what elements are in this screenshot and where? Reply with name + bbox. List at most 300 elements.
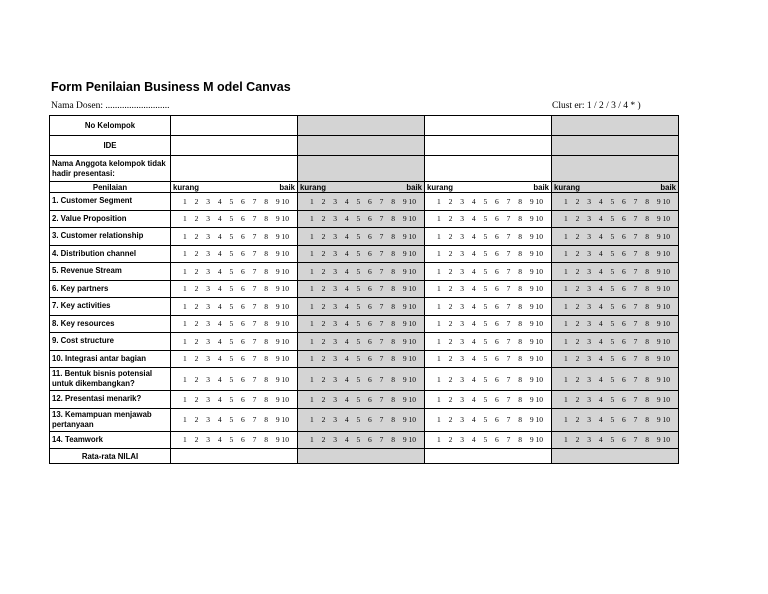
score-option[interactable]: 5 <box>483 231 488 241</box>
score-cell[interactable] <box>552 280 679 298</box>
score-option[interactable]: 7 <box>252 231 257 241</box>
score-option[interactable]: 6 <box>241 374 245 384</box>
score-option[interactable]: 2 <box>321 415 326 424</box>
score-option[interactable]: 9 10 <box>275 266 289 276</box>
score-option[interactable]: 9 10 <box>402 249 416 259</box>
score-option[interactable]: 4 <box>598 249 603 259</box>
score-option[interactable]: 1 <box>310 196 314 206</box>
score-option[interactable]: 1 <box>437 249 441 259</box>
score-option[interactable]: 1 <box>310 231 314 241</box>
score-option[interactable]: 2 <box>448 249 453 259</box>
score-cell[interactable] <box>552 431 679 449</box>
score-option[interactable]: 4 <box>598 284 603 294</box>
score-cell[interactable] <box>552 298 679 316</box>
score-option[interactable]: 4 <box>471 266 476 276</box>
score-option[interactable]: 9 10 <box>656 249 670 259</box>
score-option[interactable]: 5 <box>229 301 234 311</box>
score-option[interactable]: 2 <box>575 301 580 311</box>
score-option[interactable]: 6 <box>368 415 372 424</box>
score-option[interactable]: 2 <box>448 231 453 241</box>
score-option[interactable]: 6 <box>622 415 626 424</box>
score-option[interactable]: 7 <box>252 336 257 346</box>
score-option[interactable]: 2 <box>321 266 326 276</box>
score-option[interactable]: 3 <box>333 354 337 364</box>
score-option[interactable]: 4 <box>217 284 222 294</box>
score-option[interactable]: 1 <box>564 354 568 364</box>
score-option[interactable]: 6 <box>241 394 245 404</box>
score-option[interactable]: 8 <box>645 301 650 311</box>
score-cell[interactable] <box>171 408 298 431</box>
score-option[interactable]: 8 <box>391 354 396 364</box>
score-option[interactable]: 5 <box>356 214 361 224</box>
score-option[interactable]: 9 10 <box>529 231 543 241</box>
score-option[interactable]: 2 <box>194 249 199 259</box>
score-cell[interactable] <box>552 408 679 431</box>
score-option[interactable]: 8 <box>645 435 650 445</box>
score-cell[interactable] <box>425 315 552 333</box>
score-option[interactable]: 4 <box>471 354 476 364</box>
score-option[interactable]: 1 <box>310 336 314 346</box>
score-option[interactable]: 6 <box>622 354 626 364</box>
score-option[interactable]: 6 <box>241 319 245 329</box>
score-option[interactable]: 3 <box>460 284 464 294</box>
score-option[interactable]: 4 <box>344 435 349 445</box>
score-option[interactable]: 1 <box>183 394 187 404</box>
score-option[interactable]: 5 <box>229 284 234 294</box>
score-option[interactable]: 5 <box>356 231 361 241</box>
score-option[interactable]: 2 <box>575 196 580 206</box>
score-option[interactable]: 9 10 <box>656 196 670 206</box>
score-option[interactable]: 4 <box>471 301 476 311</box>
score-option[interactable]: 1 <box>437 284 441 294</box>
score-cell[interactable] <box>552 391 679 409</box>
score-option[interactable]: 8 <box>645 214 650 224</box>
score-option[interactable]: 4 <box>344 231 349 241</box>
score-option[interactable]: 1 <box>183 266 187 276</box>
score-option[interactable]: 8 <box>391 336 396 346</box>
score-option[interactable]: 7 <box>633 249 638 259</box>
score-option[interactable]: 7 <box>379 284 384 294</box>
score-option[interactable]: 5 <box>610 415 615 424</box>
score-option[interactable]: 5 <box>483 196 488 206</box>
score-option[interactable]: 5 <box>610 336 615 346</box>
score-option[interactable]: 6 <box>241 354 245 364</box>
score-option[interactable]: 3 <box>460 354 464 364</box>
score-option[interactable]: 5 <box>229 336 234 346</box>
score-option[interactable]: 8 <box>264 319 269 329</box>
score-option[interactable]: 6 <box>368 435 372 445</box>
score-cell[interactable] <box>552 368 679 391</box>
score-option[interactable]: 8 <box>264 374 269 384</box>
score-cell[interactable] <box>298 315 425 333</box>
score-option[interactable]: 3 <box>333 374 337 384</box>
score-option[interactable]: 4 <box>217 214 222 224</box>
score-option[interactable]: 7 <box>633 214 638 224</box>
score-option[interactable]: 2 <box>575 374 580 384</box>
score-option[interactable]: 3 <box>587 231 591 241</box>
score-option[interactable]: 4 <box>471 249 476 259</box>
score-option[interactable]: 3 <box>333 301 337 311</box>
score-option[interactable]: 1 <box>437 196 441 206</box>
score-option[interactable]: 4 <box>598 336 603 346</box>
score-option[interactable]: 3 <box>587 196 591 206</box>
score-cell[interactable] <box>298 333 425 351</box>
score-option[interactable]: 2 <box>194 374 199 384</box>
average-cell[interactable] <box>171 449 298 464</box>
score-option[interactable]: 4 <box>598 301 603 311</box>
score-option[interactable]: 8 <box>518 394 523 404</box>
score-option[interactable]: 6 <box>495 284 499 294</box>
score-option[interactable]: 2 <box>194 336 199 346</box>
score-option[interactable]: 1 <box>310 435 314 445</box>
score-option[interactable]: 1 <box>183 374 187 384</box>
score-option[interactable]: 3 <box>333 415 337 424</box>
score-cell[interactable] <box>425 431 552 449</box>
score-option[interactable]: 7 <box>379 394 384 404</box>
score-option[interactable]: 4 <box>598 231 603 241</box>
score-option[interactable]: 4 <box>217 196 222 206</box>
score-option[interactable]: 7 <box>252 354 257 364</box>
score-option[interactable]: 1 <box>564 374 568 384</box>
score-option[interactable]: 8 <box>645 266 650 276</box>
score-option[interactable]: 6 <box>241 249 245 259</box>
score-option[interactable]: 1 <box>183 336 187 346</box>
score-option[interactable]: 6 <box>241 266 245 276</box>
score-option[interactable]: 2 <box>448 319 453 329</box>
score-option[interactable]: 5 <box>356 284 361 294</box>
score-option[interactable]: 1 <box>310 354 314 364</box>
score-option[interactable]: 2 <box>194 354 199 364</box>
score-cell[interactable] <box>425 193 552 211</box>
score-option[interactable]: 6 <box>368 266 372 276</box>
score-option[interactable]: 9 10 <box>656 266 670 276</box>
score-cell[interactable] <box>552 350 679 368</box>
score-option[interactable]: 3 <box>333 319 337 329</box>
score-option[interactable]: 4 <box>598 196 603 206</box>
score-option[interactable]: 5 <box>229 266 234 276</box>
score-option[interactable]: 5 <box>356 266 361 276</box>
score-option[interactable]: 8 <box>264 266 269 276</box>
score-option[interactable]: 5 <box>229 249 234 259</box>
score-option[interactable]: 4 <box>217 301 222 311</box>
score-option[interactable]: 1 <box>564 231 568 241</box>
score-cell[interactable] <box>552 245 679 263</box>
group-input-cell[interactable] <box>298 136 425 156</box>
score-option[interactable]: 2 <box>448 336 453 346</box>
score-option[interactable]: 7 <box>506 336 511 346</box>
score-option[interactable]: 5 <box>610 196 615 206</box>
score-option[interactable]: 8 <box>518 301 523 311</box>
score-option[interactable]: 3 <box>333 249 337 259</box>
score-option[interactable]: 6 <box>368 319 372 329</box>
group-input-cell[interactable] <box>552 156 679 182</box>
score-option[interactable]: 4 <box>217 266 222 276</box>
score-option[interactable]: 7 <box>633 266 638 276</box>
score-option[interactable]: 7 <box>379 374 384 384</box>
score-option[interactable]: 1 <box>564 266 568 276</box>
score-option[interactable]: 9 10 <box>402 336 416 346</box>
score-option[interactable]: 3 <box>206 214 210 224</box>
score-option[interactable]: 4 <box>598 415 603 424</box>
score-option[interactable]: 8 <box>264 394 269 404</box>
score-cell[interactable] <box>298 431 425 449</box>
score-option[interactable]: 9 10 <box>656 394 670 404</box>
score-option[interactable]: 9 10 <box>529 354 543 364</box>
group-input-cell[interactable] <box>425 156 552 182</box>
score-option[interactable]: 3 <box>333 266 337 276</box>
score-option[interactable]: 7 <box>252 266 257 276</box>
score-option[interactable]: 1 <box>564 319 568 329</box>
score-option[interactable]: 6 <box>241 214 245 224</box>
score-option[interactable]: 8 <box>391 284 396 294</box>
score-option[interactable]: 4 <box>598 319 603 329</box>
score-option[interactable]: 6 <box>368 374 372 384</box>
score-option[interactable]: 9 10 <box>275 249 289 259</box>
score-option[interactable]: 6 <box>495 196 499 206</box>
score-option[interactable]: 9 10 <box>275 435 289 445</box>
group-input-cell[interactable] <box>425 116 552 136</box>
score-option[interactable]: 1 <box>437 374 441 384</box>
score-option[interactable]: 2 <box>448 415 453 424</box>
score-option[interactable]: 5 <box>483 284 488 294</box>
average-cell[interactable] <box>425 449 552 464</box>
score-option[interactable]: 1 <box>564 435 568 445</box>
score-option[interactable]: 6 <box>622 394 626 404</box>
score-option[interactable]: 7 <box>379 415 384 424</box>
score-option[interactable]: 8 <box>645 374 650 384</box>
score-option[interactable]: 3 <box>206 354 210 364</box>
score-option[interactable]: 2 <box>575 284 580 294</box>
score-option[interactable]: 6 <box>622 374 626 384</box>
score-option[interactable]: 9 10 <box>402 196 416 206</box>
group-input-cell[interactable] <box>298 116 425 136</box>
score-option[interactable]: 7 <box>506 394 511 404</box>
score-cell[interactable] <box>298 368 425 391</box>
score-option[interactable]: 5 <box>483 435 488 445</box>
score-cell[interactable] <box>552 333 679 351</box>
score-option[interactable]: 3 <box>460 435 464 445</box>
score-cell[interactable] <box>298 408 425 431</box>
score-option[interactable]: 9 10 <box>529 415 543 424</box>
score-cell[interactable] <box>298 263 425 281</box>
score-option[interactable]: 5 <box>610 231 615 241</box>
score-cell[interactable] <box>171 391 298 409</box>
score-option[interactable]: 8 <box>391 266 396 276</box>
score-option[interactable]: 5 <box>610 284 615 294</box>
score-option[interactable]: 6 <box>495 249 499 259</box>
score-option[interactable]: 7 <box>633 301 638 311</box>
score-cell[interactable] <box>298 280 425 298</box>
score-option[interactable]: 9 10 <box>529 214 543 224</box>
score-option[interactable]: 7 <box>252 196 257 206</box>
score-option[interactable]: 4 <box>344 301 349 311</box>
score-option[interactable]: 5 <box>229 354 234 364</box>
score-option[interactable]: 2 <box>448 284 453 294</box>
score-option[interactable]: 9 10 <box>656 435 670 445</box>
score-option[interactable]: 3 <box>460 231 464 241</box>
score-option[interactable]: 9 10 <box>275 196 289 206</box>
score-option[interactable]: 3 <box>206 266 210 276</box>
score-option[interactable]: 2 <box>575 214 580 224</box>
score-cell[interactable] <box>425 350 552 368</box>
score-option[interactable]: 5 <box>229 435 234 445</box>
score-option[interactable]: 7 <box>506 301 511 311</box>
score-option[interactable]: 2 <box>321 354 326 364</box>
score-option[interactable]: 6 <box>368 336 372 346</box>
score-option[interactable]: 2 <box>321 214 326 224</box>
score-option[interactable]: 1 <box>437 336 441 346</box>
group-input-cell[interactable] <box>425 136 552 156</box>
score-option[interactable]: 9 10 <box>656 354 670 364</box>
score-option[interactable]: 7 <box>379 336 384 346</box>
score-option[interactable]: 3 <box>460 374 464 384</box>
score-option[interactable]: 7 <box>252 284 257 294</box>
score-option[interactable]: 1 <box>310 214 314 224</box>
score-cell[interactable] <box>298 245 425 263</box>
score-cell[interactable] <box>298 298 425 316</box>
score-option[interactable]: 6 <box>622 284 626 294</box>
score-option[interactable]: 8 <box>264 354 269 364</box>
score-option[interactable]: 9 10 <box>529 284 543 294</box>
score-option[interactable]: 7 <box>252 214 257 224</box>
score-cell[interactable] <box>171 263 298 281</box>
score-option[interactable]: 1 <box>183 214 187 224</box>
score-option[interactable]: 9 10 <box>402 214 416 224</box>
score-option[interactable]: 2 <box>448 394 453 404</box>
average-cell[interactable] <box>298 449 425 464</box>
score-option[interactable]: 6 <box>622 214 626 224</box>
score-option[interactable]: 9 10 <box>402 231 416 241</box>
score-option[interactable]: 4 <box>598 374 603 384</box>
score-option[interactable]: 2 <box>194 301 199 311</box>
score-option[interactable]: 3 <box>587 249 591 259</box>
score-option[interactable]: 2 <box>321 196 326 206</box>
score-option[interactable]: 3 <box>460 336 464 346</box>
score-option[interactable]: 7 <box>506 374 511 384</box>
group-input-cell[interactable] <box>552 116 679 136</box>
score-option[interactable]: 3 <box>460 214 464 224</box>
score-option[interactable]: 5 <box>356 301 361 311</box>
score-option[interactable]: 3 <box>587 319 591 329</box>
score-option[interactable]: 5 <box>610 435 615 445</box>
score-option[interactable]: 7 <box>379 231 384 241</box>
score-option[interactable]: 1 <box>437 214 441 224</box>
score-option[interactable]: 8 <box>391 231 396 241</box>
score-option[interactable]: 5 <box>229 415 234 424</box>
score-cell[interactable] <box>298 391 425 409</box>
score-option[interactable]: 7 <box>633 336 638 346</box>
score-option[interactable]: 9 10 <box>402 435 416 445</box>
score-option[interactable]: 7 <box>379 196 384 206</box>
score-option[interactable]: 2 <box>448 301 453 311</box>
score-option[interactable]: 4 <box>217 374 222 384</box>
score-option[interactable]: 4 <box>344 394 349 404</box>
score-option[interactable]: 2 <box>321 319 326 329</box>
score-option[interactable]: 3 <box>460 394 464 404</box>
score-option[interactable]: 6 <box>622 249 626 259</box>
score-option[interactable]: 5 <box>610 301 615 311</box>
score-option[interactable]: 7 <box>633 196 638 206</box>
score-option[interactable]: 7 <box>633 435 638 445</box>
score-option[interactable]: 1 <box>183 284 187 294</box>
score-cell[interactable] <box>425 245 552 263</box>
score-option[interactable]: 1 <box>310 394 314 404</box>
score-option[interactable]: 6 <box>241 435 245 445</box>
score-option[interactable]: 7 <box>633 231 638 241</box>
score-cell[interactable] <box>425 333 552 351</box>
score-option[interactable]: 1 <box>437 415 441 424</box>
group-input-cell[interactable] <box>171 136 298 156</box>
score-option[interactable]: 1 <box>564 336 568 346</box>
score-option[interactable]: 4 <box>344 214 349 224</box>
group-input-cell[interactable] <box>171 156 298 182</box>
score-option[interactable]: 2 <box>194 435 199 445</box>
score-option[interactable]: 9 10 <box>275 354 289 364</box>
score-option[interactable]: 2 <box>575 319 580 329</box>
score-option[interactable]: 5 <box>610 266 615 276</box>
score-option[interactable]: 6 <box>241 284 245 294</box>
score-option[interactable]: 6 <box>368 231 372 241</box>
score-option[interactable]: 3 <box>333 394 337 404</box>
score-option[interactable]: 7 <box>633 354 638 364</box>
score-option[interactable]: 2 <box>448 354 453 364</box>
score-option[interactable]: 2 <box>321 301 326 311</box>
score-option[interactable]: 3 <box>587 394 591 404</box>
score-option[interactable]: 4 <box>471 336 476 346</box>
score-option[interactable]: 4 <box>344 196 349 206</box>
score-option[interactable]: 6 <box>495 374 499 384</box>
score-option[interactable]: 6 <box>622 435 626 445</box>
score-option[interactable]: 8 <box>391 196 396 206</box>
score-option[interactable]: 1 <box>183 354 187 364</box>
score-option[interactable]: 5 <box>610 214 615 224</box>
score-option[interactable]: 2 <box>321 231 326 241</box>
score-cell[interactable] <box>552 263 679 281</box>
score-option[interactable]: 1 <box>183 319 187 329</box>
score-option[interactable]: 3 <box>206 284 210 294</box>
score-option[interactable]: 7 <box>633 284 638 294</box>
score-option[interactable]: 4 <box>344 336 349 346</box>
score-option[interactable]: 4 <box>471 214 476 224</box>
score-option[interactable]: 9 10 <box>529 196 543 206</box>
score-option[interactable]: 3 <box>333 231 337 241</box>
score-option[interactable]: 8 <box>391 435 396 445</box>
score-option[interactable]: 1 <box>437 301 441 311</box>
score-option[interactable]: 9 10 <box>275 214 289 224</box>
score-option[interactable]: 9 10 <box>529 249 543 259</box>
score-option[interactable]: 1 <box>564 394 568 404</box>
score-option[interactable]: 3 <box>587 435 591 445</box>
score-option[interactable]: 9 10 <box>275 415 289 424</box>
score-option[interactable]: 1 <box>437 354 441 364</box>
score-option[interactable]: 3 <box>587 354 591 364</box>
score-option[interactable]: 4 <box>471 231 476 241</box>
score-option[interactable]: 6 <box>622 231 626 241</box>
score-option[interactable]: 4 <box>344 266 349 276</box>
score-option[interactable]: 9 10 <box>529 374 543 384</box>
score-option[interactable]: 1 <box>310 319 314 329</box>
score-option[interactable]: 9 10 <box>656 301 670 311</box>
score-option[interactable]: 8 <box>391 301 396 311</box>
score-option[interactable]: 2 <box>194 415 199 424</box>
score-cell[interactable] <box>171 280 298 298</box>
score-option[interactable]: 5 <box>483 394 488 404</box>
score-option[interactable]: 9 10 <box>275 319 289 329</box>
score-option[interactable]: 5 <box>229 319 234 329</box>
score-option[interactable]: 7 <box>633 394 638 404</box>
score-option[interactable]: 3 <box>333 284 337 294</box>
score-option[interactable]: 1 <box>437 231 441 241</box>
